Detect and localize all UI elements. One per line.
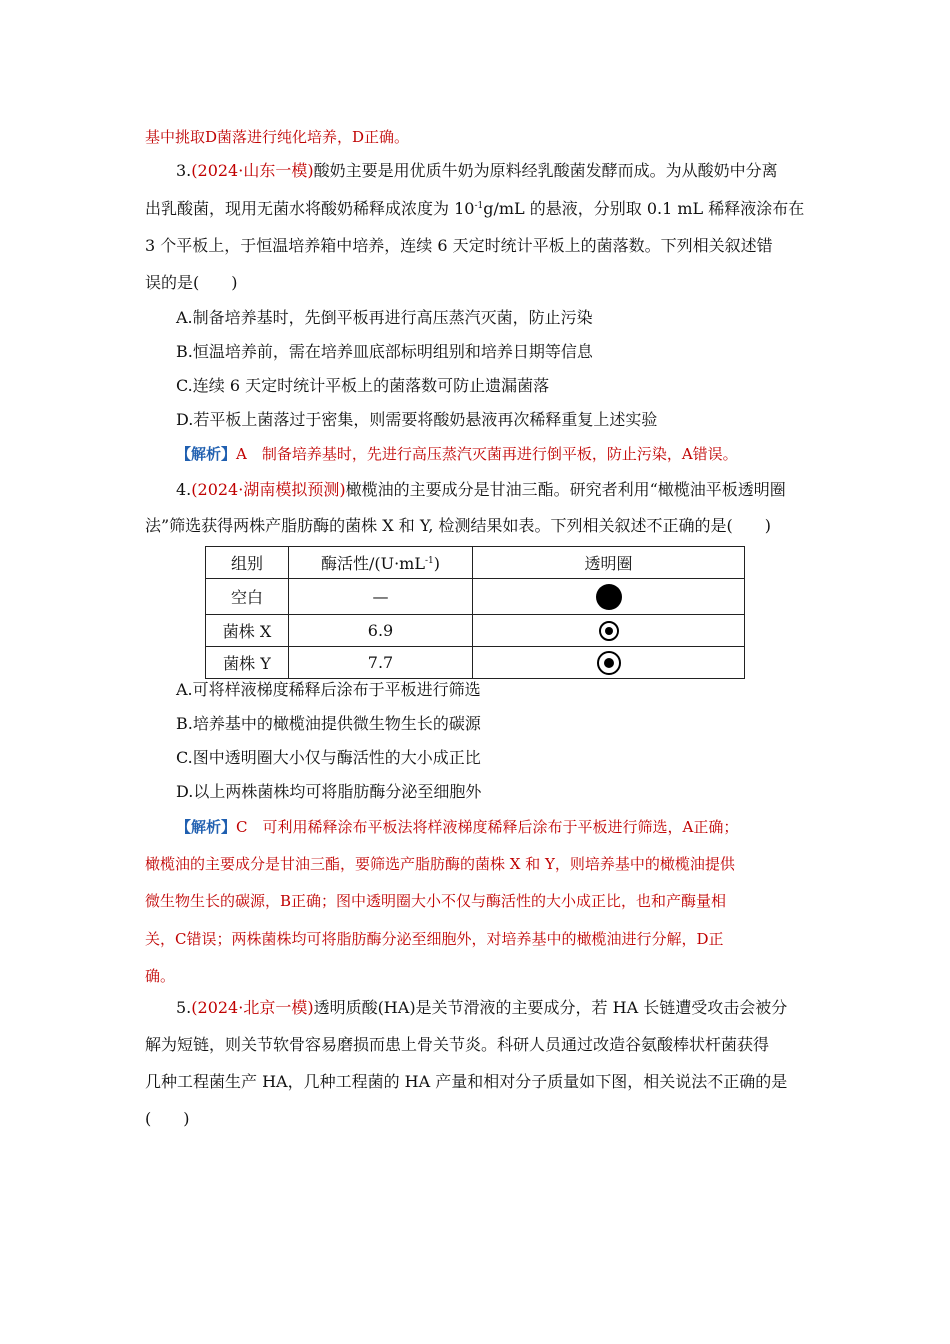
q3-option-b: B.恒温培养前，需在培养皿底部标明组别和培养日期等信息 — [176, 342, 593, 361]
q4-option-d: D.以上两株菌株均可将脂肪酶分泌至细胞外 — [176, 782, 482, 801]
q3-number: 3. — [176, 161, 192, 180]
ring-large-center-icon — [597, 651, 621, 675]
q4-analysis-line-2: 橄榄油的主要成分是甘油三酯，要筛选产脂肪酶的菌株 X 和 Y，则培养基中的橄榄油提供 — [145, 855, 735, 873]
q3-text-2b: g/mL 的悬液，分别取 0.1 mL 稀释液涂布在 — [483, 199, 805, 218]
q3-line-3: 3 个平板上，于恒温培养箱中培养，连续 6 天定时统计平板上的菌落数。下列相关叙述错 — [145, 236, 773, 255]
header-activity-text: 酶活性/(U·mL — [320, 554, 425, 573]
q3-analysis-label: 【解析】 — [176, 445, 237, 463]
table-row — [206, 647, 745, 679]
q3-source: (2024·山东一模) — [191, 161, 314, 180]
q3-analysis — [176, 443, 841, 465]
table-header-row — [206, 547, 745, 579]
q4-line-2: 法”筛选获得两株产脂肪酶的菌株 X 和 Y, 检测结果如表。下列相关叙述不正确的是( ) — [145, 516, 771, 535]
q3-text-2a: 出乳酸菌，现用无菌水将酸奶稀释成浓度为 10 — [145, 199, 475, 218]
q5-source: (2024·北京一模) — [191, 998, 314, 1017]
results-table — [205, 546, 745, 679]
header-activity — [289, 547, 473, 579]
q3-line-4: 误的是( ) — [145, 273, 238, 292]
q4-option-a: A.可将样液梯度稀释后涂布于平板进行筛选 — [176, 680, 481, 699]
q4-option-b: B.培养基中的橄榄油提供微生物生长的碳源 — [176, 714, 481, 733]
q4-analysis-line-1 — [176, 816, 841, 838]
q4-option-c: C.图中透明圈大小仅与酶活性的大小成正比 — [176, 748, 481, 767]
q4-analysis-line-3: 微生物生长的碳源，B正确；图中透明圈大小不仅与酶活性的大小成正比，也和产酶量相 — [145, 892, 727, 910]
row-blank-circle — [473, 579, 745, 615]
q5-line-2: 解为短链，则关节软骨容易磨损而患上骨关节炎。科研人员通过改造谷氨酸棒状杆菌获得 — [145, 1035, 770, 1054]
q4-source: (2024·湖南模拟预测) — [191, 480, 346, 499]
q3-superscript: -1 — [474, 201, 484, 211]
q3-option-c: C.连续 6 天定时统计平板上的菌落数可防止遗漏菌落 — [176, 376, 550, 395]
q5-line-3: 几种工程菌生产 HA，几种工程菌的 HA 产量和相对分子质量如下图，相关说法不正确的是 — [145, 1072, 788, 1091]
header-activity-close: ) — [433, 554, 441, 573]
q5-line-4: ( ) — [145, 1109, 190, 1128]
q3-analysis-text: A 制备培养基时，先进行高压蒸汽灭菌再进行倒平板，防止污染，A错误。 — [236, 445, 738, 463]
q4-number: 4. — [176, 480, 192, 499]
q4-analysis-text-1: C 可利用稀释涂布平板法将样液梯度稀释后涂布于平板进行筛选，A正确； — [236, 818, 739, 836]
table-row — [206, 579, 745, 615]
q4-analysis-line-4: 关，C错误；两株菌株均可将脂肪酶分泌至细胞外，对培养基中的橄榄油进行分解，D正 — [145, 930, 724, 948]
ring-small-center-icon — [599, 621, 619, 641]
previous-answer-fragment: 基中挑取D菌落进行纯化培养，D正确。 — [145, 128, 410, 146]
q3-option-a: A.制备培养基时，先倒平板再进行高压蒸汽灭菌，防止污染 — [176, 308, 593, 327]
q3-option-d: D.若平板上菌落过于密集，则需要将酸奶悬液再次稀释重复上述实验 — [176, 410, 658, 429]
q4-text-1: 橄榄油的主要成分是甘油三酯。研究者利用“橄榄油平板透明圈 — [345, 480, 786, 499]
row-x-activity: 6.9 — [289, 615, 473, 647]
q4-analysis-label: 【解析】 — [176, 818, 237, 836]
q5-text-1: 透明质酸(HA)是关节滑液的主要成分，若 HA 长链遭受攻击会被分 — [313, 998, 788, 1017]
row-x-group: 菌株 X — [206, 615, 289, 647]
header-activity-sup: -1 — [424, 556, 434, 566]
table-row — [206, 615, 745, 647]
q3-text-1: 酸奶主要是用优质牛奶为原料经乳酸菌发酵而成。为从酸奶中分离 — [313, 161, 778, 180]
q3-line-1 — [176, 160, 841, 182]
q5-number: 5. — [176, 998, 192, 1017]
row-blank-group: 空白 — [206, 579, 289, 615]
q3-line-2 — [145, 198, 810, 220]
filled-circle-icon — [596, 584, 622, 610]
q4-analysis-line-5: 确。 — [145, 967, 176, 985]
q4-line-1 — [176, 479, 841, 501]
header-clear-zone: 透明圈 — [473, 547, 745, 579]
row-y-group: 菌株 Y — [206, 647, 289, 679]
q5-line-1 — [176, 997, 841, 1019]
row-blank-activity: — — [289, 579, 473, 615]
row-y-circle — [473, 647, 745, 679]
row-x-circle — [473, 615, 745, 647]
header-group: 组别 — [206, 547, 289, 579]
row-y-activity: 7.7 — [289, 647, 473, 679]
